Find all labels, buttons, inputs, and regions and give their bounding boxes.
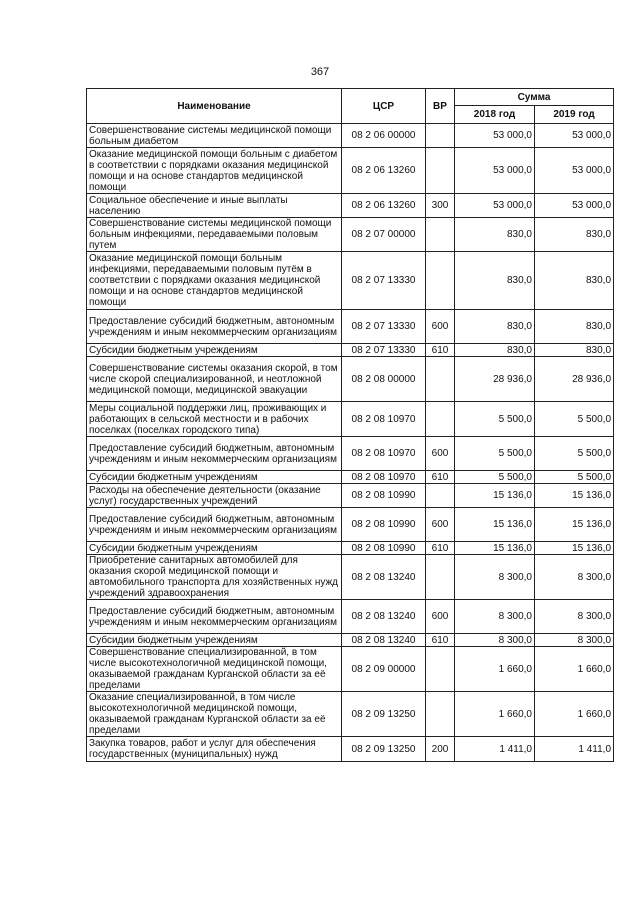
budget-table — [86, 88, 614, 762]
table-row — [87, 252, 614, 310]
table-row — [87, 194, 614, 218]
row-csr: 08 2 08 10990 — [342, 542, 426, 555]
row-sum-2019: 53 000,0 — [535, 194, 614, 218]
row-sum-2018: 830,0 — [455, 218, 535, 252]
row-sum-2019: 830,0 — [535, 344, 614, 357]
row-csr: 08 2 09 13250 — [342, 692, 426, 737]
row-name: Субсидии бюджетным учреждениям — [87, 634, 342, 647]
header-sum: Сумма — [455, 89, 614, 106]
row-name: Оказание медицинской помощи больным с диабетом в соответствии с порядками оказания медицинской помощи и на основе стандартов медицинской помощи — [87, 148, 342, 194]
row-sum-2019: 5 500,0 — [535, 402, 614, 437]
row-sum-2019: 15 136,0 — [535, 508, 614, 542]
row-sum-2018: 8 300,0 — [455, 600, 535, 634]
row-csr: 08 2 08 10970 — [342, 471, 426, 484]
row-vr — [426, 124, 455, 148]
row-sum-2019: 53 000,0 — [535, 124, 614, 148]
row-name: Совершенствование системы медицинской помощи больным инфекциями, передаваемыми половым путем — [87, 218, 342, 252]
row-csr: 08 2 06 13260 — [342, 194, 426, 218]
row-sum-2018: 28 936,0 — [455, 357, 535, 402]
row-vr: 600 — [426, 437, 455, 471]
row-vr: 610 — [426, 634, 455, 647]
row-name: Меры социальной поддержки лиц, проживающих и работающих в сельской местности и в рабочих поселках (поселках городского типа) — [87, 402, 342, 437]
row-csr: 08 2 06 13260 — [342, 148, 426, 194]
row-csr: 08 2 08 13240 — [342, 634, 426, 647]
table-row — [87, 508, 614, 542]
row-sum-2019: 5 500,0 — [535, 437, 614, 471]
row-sum-2019: 15 136,0 — [535, 542, 614, 555]
row-csr: 08 2 08 00000 — [342, 357, 426, 402]
row-csr: 08 2 09 00000 — [342, 647, 426, 692]
row-sum-2018: 5 500,0 — [455, 471, 535, 484]
row-name: Субсидии бюджетным учреждениям — [87, 344, 342, 357]
row-vr: 610 — [426, 344, 455, 357]
header-name: Наименование — [87, 89, 342, 124]
row-sum-2018: 53 000,0 — [455, 148, 535, 194]
row-csr: 08 2 08 10990 — [342, 484, 426, 508]
row-vr — [426, 647, 455, 692]
row-sum-2018: 1 411,0 — [455, 737, 535, 762]
table-row — [87, 692, 614, 737]
table-row — [87, 357, 614, 402]
header-year-2019: 2019 год — [535, 106, 614, 124]
row-vr: 600 — [426, 310, 455, 344]
row-vr: 300 — [426, 194, 455, 218]
row-sum-2018: 15 136,0 — [455, 542, 535, 555]
table-row — [87, 437, 614, 471]
row-sum-2019: 28 936,0 — [535, 357, 614, 402]
row-vr — [426, 357, 455, 402]
row-sum-2018: 1 660,0 — [455, 692, 535, 737]
header-vr: ВР — [426, 89, 455, 124]
row-name: Субсидии бюджетным учреждениям — [87, 471, 342, 484]
row-csr: 08 2 07 13330 — [342, 310, 426, 344]
row-sum-2018: 830,0 — [455, 344, 535, 357]
row-csr: 08 2 08 10970 — [342, 437, 426, 471]
row-sum-2018: 5 500,0 — [455, 437, 535, 471]
row-name: Совершенствование специализированной, в том числе высокотехнологичной медицинской помощи, оказываемой гражданам Курганской области за её пределами — [87, 647, 342, 692]
row-sum-2019: 15 136,0 — [535, 484, 614, 508]
row-csr: 08 2 08 13240 — [342, 600, 426, 634]
row-name: Предоставление субсидий бюджетным, автономным учреждениям и иным некоммерческим организациям — [87, 310, 342, 344]
row-vr: 610 — [426, 471, 455, 484]
row-sum-2018: 53 000,0 — [455, 194, 535, 218]
row-vr: 200 — [426, 737, 455, 762]
row-sum-2019: 830,0 — [535, 218, 614, 252]
table-header — [87, 89, 614, 124]
row-sum-2018: 15 136,0 — [455, 508, 535, 542]
table-row — [87, 600, 614, 634]
row-sum-2018: 8 300,0 — [455, 634, 535, 647]
row-name: Социальное обеспечение и иные выплаты населению — [87, 194, 342, 218]
row-sum-2019: 830,0 — [535, 310, 614, 344]
table-row — [87, 310, 614, 344]
row-sum-2018: 830,0 — [455, 310, 535, 344]
row-sum-2018: 15 136,0 — [455, 484, 535, 508]
row-name: Субсидии бюджетным учреждениям — [87, 542, 342, 555]
row-name: Предоставление субсидий бюджетным, автономным учреждениям и иным некоммерческим организациям — [87, 600, 342, 634]
table-body — [87, 124, 614, 762]
row-name: Закупка товаров, работ и услуг для обеспечения государственных (муниципальных) нужд — [87, 737, 342, 762]
row-name: Предоставление субсидий бюджетным, автономным учреждениям и иным некоммерческим организациям — [87, 437, 342, 471]
table-row — [87, 402, 614, 437]
table-row — [87, 344, 614, 357]
row-name: Расходы на обеспечение деятельности (оказание услуг) государственных учреждений — [87, 484, 342, 508]
table-row — [87, 218, 614, 252]
row-name: Оказание медицинской помощи больным инфекциями, передаваемыми половым путём в соответствии с порядками оказания медицинской помощи и на основе стандартов медицинской помощи — [87, 252, 342, 310]
row-sum-2018: 1 660,0 — [455, 647, 535, 692]
row-vr: 610 — [426, 542, 455, 555]
row-name: Оказание специализированной, в том числе высокотехнологичной медицинской помощи, оказываемой гражданам Курганской области за её пределами — [87, 692, 342, 737]
table-row — [87, 148, 614, 194]
row-csr: 08 2 08 13240 — [342, 555, 426, 600]
row-csr: 08 2 07 13330 — [342, 252, 426, 310]
row-vr — [426, 148, 455, 194]
row-sum-2019: 1 660,0 — [535, 647, 614, 692]
row-sum-2018: 53 000,0 — [455, 124, 535, 148]
row-sum-2019: 53 000,0 — [535, 148, 614, 194]
row-csr: 08 2 07 00000 — [342, 218, 426, 252]
row-vr — [426, 555, 455, 600]
row-name: Предоставление субсидий бюджетным, автономным учреждениям и иным некоммерческим организациям — [87, 508, 342, 542]
row-vr — [426, 692, 455, 737]
table-row — [87, 555, 614, 600]
row-sum-2019: 8 300,0 — [535, 600, 614, 634]
row-vr — [426, 484, 455, 508]
table-row — [87, 634, 614, 647]
row-csr: 08 2 09 13250 — [342, 737, 426, 762]
page-number: 367 — [310, 66, 330, 78]
row-sum-2019: 830,0 — [535, 252, 614, 310]
row-csr: 08 2 07 13330 — [342, 344, 426, 357]
row-sum-2019: 1 411,0 — [535, 737, 614, 762]
row-sum-2019: 5 500,0 — [535, 471, 614, 484]
row-sum-2018: 830,0 — [455, 252, 535, 310]
header-year-2018: 2018 год — [455, 106, 535, 124]
row-sum-2019: 8 300,0 — [535, 555, 614, 600]
table-row — [87, 471, 614, 484]
header-csr: ЦСР — [342, 89, 426, 124]
row-vr — [426, 218, 455, 252]
row-name: Совершенствование системы медицинской помощи больным диабетом — [87, 124, 342, 148]
row-sum-2019: 8 300,0 — [535, 634, 614, 647]
row-sum-2018: 5 500,0 — [455, 402, 535, 437]
row-name: Совершенствование системы оказания скорой, в том числе скорой специализированной, и неотложной медицинской помощи, медицинской эвакуации — [87, 357, 342, 402]
row-vr: 600 — [426, 508, 455, 542]
table-row — [87, 647, 614, 692]
table-row — [87, 737, 614, 762]
table-row — [87, 484, 614, 508]
row-csr: 08 2 08 10990 — [342, 508, 426, 542]
row-csr: 08 2 06 00000 — [342, 124, 426, 148]
row-vr — [426, 252, 455, 310]
table-row — [87, 124, 614, 148]
table-row — [87, 542, 614, 555]
row-sum-2019: 1 660,0 — [535, 692, 614, 737]
row-csr: 08 2 08 10970 — [342, 402, 426, 437]
row-name: Приобретение санитарных автомобилей для оказания скорой медицинской помощи и автомобильного транспорта для хозяйственных нужд учреждений здравоохранения — [87, 555, 342, 600]
row-sum-2018: 8 300,0 — [455, 555, 535, 600]
row-vr: 600 — [426, 600, 455, 634]
row-vr — [426, 402, 455, 437]
